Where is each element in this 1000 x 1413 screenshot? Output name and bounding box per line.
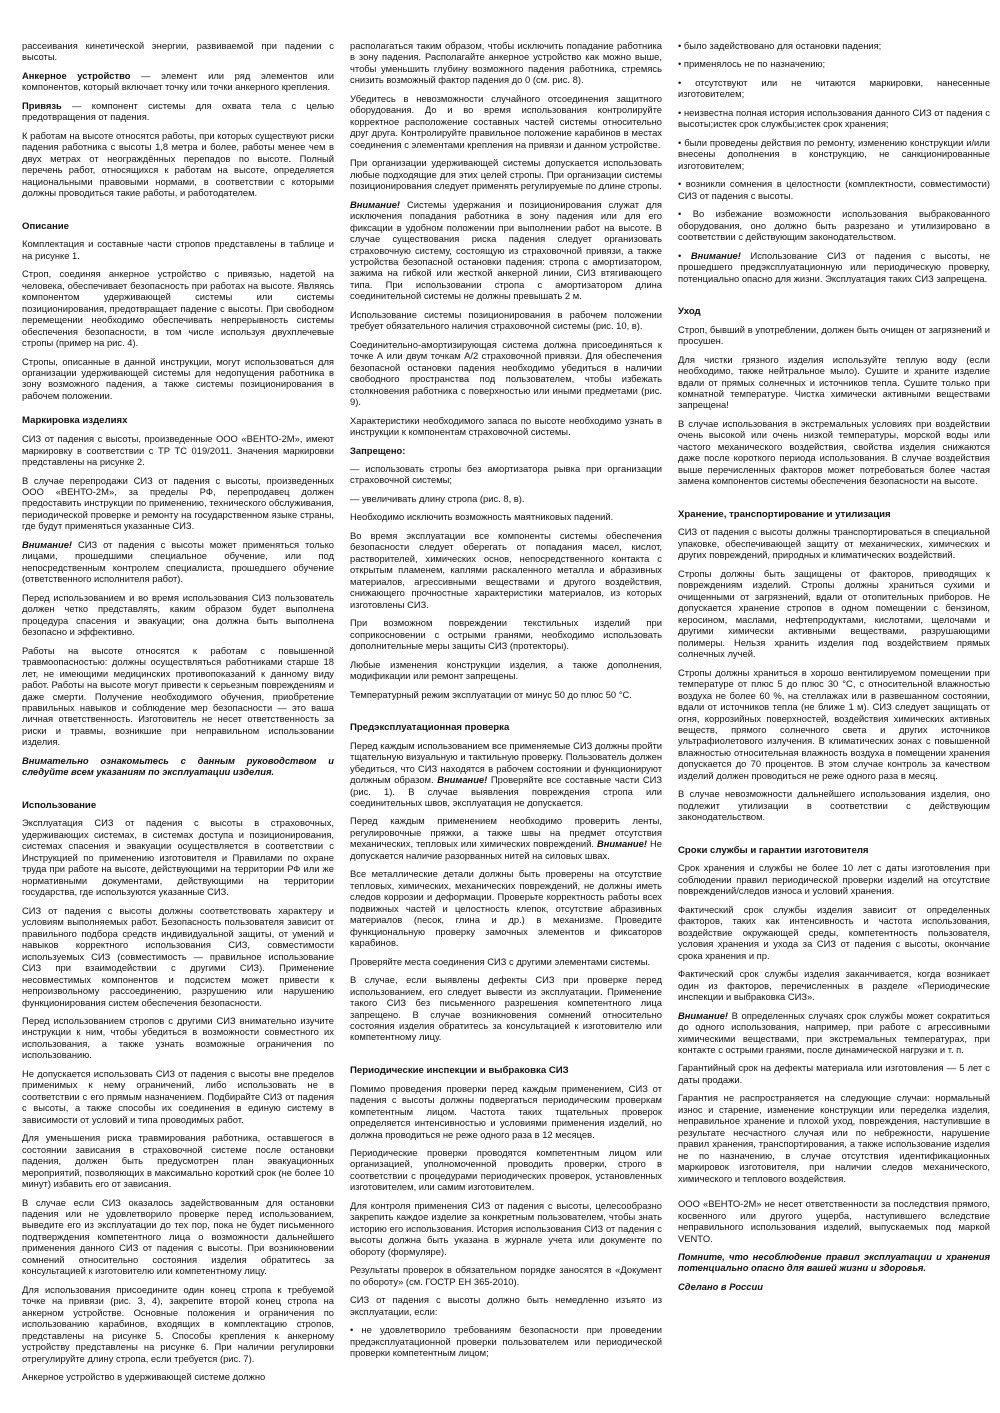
paragraph: Строп, соединяя анкерное устройство с привязью, надетой на человека, обеспечивает безопасность при работах на высоте. Являясь компонентом удерживающей системы или системы позиционирования, предотвращает падение с высоты. При свободном перемещении необходимо обеспечивать непрерывность системы обеспечения безопасности, в том числе используя двухплечевые стропы (пример на рис. 4).: [22, 268, 334, 349]
paragraph: Температурный режим эксплуатации от минус 50 до плюс 50 °С.: [350, 688, 632, 700]
warning-label: Внимание!: [350, 198, 401, 210]
paragraph: Характеристики необходимого запаса по высоте необходимо узнать в инструкции к компонентам страховочной системы.: [350, 414, 662, 438]
paragraph: К работам на высоте относятся работы, при которых существуют риски падения работника с высоты 1,8 метра и более, работы менее чем в двух метрах от неограждённых перепадов по высоте. Полный перечень работ, относящихся к работам на высоте, определяется национальными правовыми нормами, в соответствии с которыми должны проводиться такие работы, и работодателем.: [22, 129, 334, 199]
column-1: [22, 40, 334, 1403]
paragraph: СИЗ от падения с высоты должно быть немедленно изъято из эксплуатации, если:: [350, 1294, 662, 1317]
list-item: • были проведены действия по ремонту, изменению конструкции и/или внесены дополнения в конструкцию, не санкционированные изготовителем;: [678, 137, 990, 171]
paragraph: Результаты проверок в обязательном порядке заносятся в «Документ по обороту» (см. ГОСТР ЕН 365-2010).: [350, 1264, 662, 1287]
paragraph: Анкерное устройство в удерживающей системе должно: [22, 1371, 266, 1383]
paragraph-text: Перед каждым использованием все применяемые СИЗ должны пройти тщательную визуальную и тактильную проверку. Пользователь должен убедиться, что СИЗ находятся в рабочем состоянии и функционируют должным образом.: [350, 739, 662, 786]
list-item: • не удовлетворило требованиям безопасности при проведении предэксплуатационной проверки пользователем или периодической проверки компетентным лицом;: [350, 1324, 662, 1358]
paragraph: Для чистки грязного изделия используйте теплую воду (если необходимо, также нейтральное мыло). Сушите и храните изделие вдали от прямых солнечных и источников тепла. Сушите только при комнатной температуре. Чистка химически активными веществами запрещена!: [678, 353, 990, 411]
forbidden-title: Запрещено:: [350, 444, 406, 456]
paragraph: При организации удерживающей системы допускается использовать любые подходящие для этих целей стропы. При организации системы позиционирования следует применять регулируемые по длине стропы.: [350, 157, 662, 192]
forbidden-item: — увеличивать длину стропа (рис. 8, в).: [350, 492, 525, 504]
paragraph: В случае использования в экстремальных условиях при воздействии очень высокой или очень низкой температуры, морской воды или частого механического воздействия, свойства изделия снижаются даже после короткого периода использования. В случае воздействия выше перечисленных факторов может потребоваться более частая замена компонентов системы обеспечения безопасности на высоте.: [678, 417, 990, 487]
paragraph: Использование системы позиционирования в рабочем положении требует обязательного наличия страховочной системы (рис. 10, в).: [350, 308, 662, 332]
paragraph: В случае невозможности дальнейшего использования изделия, оно подлежит утилизации в соответствии с действующим законодательством.: [678, 788, 990, 823]
paragraph: Для уменьшения риска травмирования работника, оставшегося в состоянии зависания в страховочной системе после остановки падения, должен быть предусмотрен план эвакуационных мероприятий, позволяющих в максимально короткий срок (не более 10 минут) избавить его от зависания.: [22, 1132, 334, 1190]
paragraph: Любые изменения конструкции изделия, а также дополнения, модификации или ремонт запрещены.: [350, 658, 662, 682]
paragraph: Помимо проведения проверки перед каждым применением, СИЗ от падения с высоты должны подвергаться периодическим проверкам компетентным лицом. Частота таких тщательных проверок определяется интенсивностью и условиями применения изделий, но должна проводиться не реже одного раза в 12 месяцев.: [350, 1082, 662, 1140]
section-heading-care: Уход: [678, 305, 701, 317]
paragraph: Строп, бывший в употреблении, должен быть очищен от загрязнений и просушен.: [678, 323, 990, 347]
paragraph: Для использования присоедините один конец стропа к требуемой точке на привязи (рис. 3, 4), закрепите второй конец стропа на анкерном устройстве. Основные положения и ограничения по использованию карабинов, входящих в комплектацию стропов, представлены на рисунке 5. Способы крепления к анкерному устройству представлены на рисунке 6. При наличии регулировки отрегулируйте длину стропа, если требуется (рис. 7).: [22, 1283, 334, 1364]
warning-paragraph: [22, 539, 334, 585]
paragraph: Гарантия не распространяется на следующие случаи: нормальный износ и старение, изменение конструкции или переделка изделия, неправильное хранение и плохой уход, повреждения, наступившие в результате несчастного случая или по небрежности, нарушение правил хранения, транспортирования, а также использование изделия не по назначению, в случае отсутствия идентификационных маркировок изготовителя, при наличии следов механического, химического и теплового воздействия.: [678, 1092, 990, 1184]
paragraph: располагаться таким образом, чтобы исключить попадание работника в зону падения. Располагайте анкерное устройство как можно выше, чтобы уменьшить глубину возможного падения работника, стремясь снизить возможный фактор падения до 0 (см. рис. 8).: [350, 40, 662, 86]
read-carefully-note: Внимательно ознакомьтесь с данным руководством и следуйте всем указаниям по эксплуатации изделия.: [22, 754, 334, 778]
section-heading-precheck: Предэксплуатационная проверка: [350, 721, 510, 733]
list-item: • Во избежание возможности использования выбракованного оборудования, оно должно быть разрезано и утилизировано в соответствии с действующим законодательством.: [678, 208, 990, 242]
paragraph: В случае, если выявлены дефекты СИЗ при проверке перед использованием, его следует вывести из эксплуатации. Применение такого СИЗ без письменного разрешения компетентного лица запрещено. В случае возникновения сомнений относительно состояния изделия обратитесь за консультацией к изготовителю или компетентному лицу.: [350, 974, 662, 1043]
paragraph: Во время эксплуатации все компоненты системы обеспечения безопасности следует оберегать от попадания масел, кислот, растворителей, химических основ, непосредственного контакта с открытым пламенем, каплями раскаленного металла и абразивных материалов, агрессивными веществами и другого воздействия, снижающего прочностные характеристики материалов, из которых изготовлены СИЗ.: [350, 529, 662, 610]
paragraph: Фактический срок службы изделия зависит от определенных факторов, таких как интенсивность и частота использования, воздействие окружающей среды, компетентность пользователя, условия хранения и ухода за СИЗ от падения с высоты, окончание срока хранения и пр.: [678, 903, 990, 961]
column-3: [678, 40, 990, 1403]
paragraph: Стропы, описанные в данной инструкции, могут использоваться для организации удерживающей системы для недопущения работника в зону возможного падения, а также системы позиционирования в рабочем положении.: [22, 355, 334, 401]
list-item: • применялось не по назначению;: [678, 58, 990, 69]
paragraph-text: Перед каждым применением необходимо проверить ленты, регулировочные пряжки, а также швы на предмет отсутствия механических, тепловых или химических повреждений.: [350, 815, 662, 850]
section-heading-periodic: Периодические инспекции и выбраковка СИЗ: [350, 1064, 569, 1076]
paragraph: В случае если СИЗ оказалось задействованным для остановки падения или не удовлетворило проверке перед использованием, выведите его из эксплуатации до тех пор, пока не будет письменного подтверждения компетентного лица о возможности дальнейшего применения данного СИЗ от падения с высоты. При возникновении сомнений относительно состояния изделия обратитесь за консультацией к изготовителю или компетентному лицу.: [22, 1196, 334, 1277]
warning-text: СИЗ от падения с высоты может применяться только лицами, прошедшими специальное обучение, или под непосредственным контролем специалиста, прошедшего обучение (ответственного исполнителя работ).: [22, 538, 334, 585]
section-heading-warranty: Сроки службы и гарантии изготовителя: [678, 844, 869, 856]
paragraph: СИЗ от падения с высоты должны соответствовать характеру и условиям выполняемых работ. Безопасность пользователя зависит от правильного подбора средств индивидуальной защиты, от умений и навыков корректного использования СИЗ, совместимости используемых СИЗ (совместимость — правильное использование СИЗ при взаимодействии с другими СИЗ). Применение несовместимых компонентов и подсистем может привести к непроизвольному рассоединению, разрушению или нарушению функционирования систем обеспечения безопасности.: [22, 904, 334, 1008]
paragraph: Гарантийный срок на дефекты материала или изготовления — 5 лет с даты продажи.: [678, 1062, 990, 1085]
paragraph: Для контроля применения СИЗ от падения с высоты, целесообразно закрепить каждое изделие за конкретным пользователем, чтобы знать историю его использования. История использования СИЗ от падения с высоты должна быть указана в журнале учета или документе по обороту (формуляре).: [350, 1199, 662, 1257]
paragraph: СИЗ от падения с высоты, произведенные ООО «ВЕНТО-2М», имеют маркировку в соответствии с ТР ТС 019/2011. Значения маркировки представлены на рисунке 2.: [22, 433, 334, 468]
paragraph: Убедитесь в невозможности случайного отсоединения защитного оборудования. До и во время использования контролируйте корректное расположение составных частей системы относительно друг друга. Контролируйте правильное положение карабинов в местах соединения с элементами крепления на привязи и данном устройстве.: [350, 92, 662, 150]
paragraph: Необходимо исключить возможность маятниковых падений.: [350, 511, 614, 523]
paragraph-text: Не допускается наличие разорванных нитей на силовых швах.: [350, 838, 662, 861]
definition-text: — элемент или ряд элементов или компонентов, который включает точку или точки анкерного крепления.: [22, 69, 334, 93]
paragraph: Работы на высоте относятся к работам с повышенной травмоопасностью: должны осуществляться работниками старше 18 лет, не имеющими медицинских противопоказаний к данному виду работ. Работы на высоте могут привести к серьезным повреждениям и даже смерти. Получение необходимого обучения, приобретение правильных навыков и соблюдение мер безопасности — это ваша личная ответственность. Изготовитель не несет ответственность за риски и травмы, возникшие при неправильном использовании изделия.: [22, 644, 334, 748]
paragraph: СИЗ от падения с высоты должны транспортироваться в специальной упаковке, обеспечивающей защиту от механических, химических и других повреждений, природных и климатических воздействий.: [678, 526, 990, 561]
paragraph: Фактический срок службы изделия заканчивается, когда возникает один из факторов, перечисленных в разделе «Периодические инспекции и выбраковка СИЗ».: [678, 968, 990, 1003]
warning-text: Системы удержания и позиционирования служат для исключения попадания работника в зону падения или для его фиксации в удобном положении при выполнении работ на высоте. В случае существования риска падения следует организовать страховочную систему, состоящую из страховочной привязи, а также устройства безопасной остановки падения: стропа с амортизатором, зажима на гибкой или жесткой анкерной линии, СИЗ втягивающего типа. При использовании стропа с амортизатором длина соединительной системы не должны превышать 2 м.: [350, 198, 662, 302]
warning-paragraph: [678, 1010, 990, 1056]
paragraph: [350, 740, 662, 809]
warning-label: Внимание!: [437, 774, 488, 786]
paragraph: Эксплуатация СИЗ от падения с высоты в страховочных, удерживающих системах, в системах доступа и позиционирования, системах спасения и эвакуации осуществляется в соответствии с Инструкцией по применению изготовителя и Правилами по охране труда при работе на высоте, действующими на территории РФ или же нормативными документами, действующими на территории государства, где используются указанные СИЗ.: [22, 817, 334, 898]
paragraph: Соединительно-амортизирующая система должна присоединяться к точке А или двум точкам А/2 страховочной привязи. Для обеспечения безопасной остановки падения необходимо убедиться в наличии свободного пространства под пользователем, чтобы избежать столкновения работника с поверхностью или иными предметами (рис. 9).: [350, 338, 662, 408]
paragraph: рассеивания кинетической энергии, развиваемой при падении с высоты.: [22, 40, 334, 63]
paragraph: [350, 815, 662, 861]
paragraph: Проверяйте места соединения СИЗ с другими элементами системы.: [350, 955, 651, 967]
list-item: • отсутствуют или не читаются маркировки, нанесенные изготовителем;: [678, 77, 990, 100]
warning-label: Внимание!: [690, 249, 741, 261]
warning-label: Внимание!: [678, 1009, 729, 1021]
paragraph: В случае перепродажи СИЗ от падения с высоты, произведенных ООО «ВЕНТО-2М», за пределы РФ, перепродавец должен предоставить инструкции по применению, технического обслуживания, периодической проверке и ремонту на государственном языке страны, где будут применяться указанные СИЗ.: [22, 474, 334, 532]
warning-text: В определенных случаях срок службы может сократиться до одного использования, например, при работе с агрессивными химическими веществами, при экстремальных температурах, при контакте с острыми гранями, после динамической нагрузки и т. п.: [678, 1009, 990, 1055]
warning-label: Внимание!: [22, 538, 73, 550]
list-item-warning: [678, 250, 990, 284]
forbidden-item: — использовать стропы без амортизатора рывка при организации страховочной системы;: [350, 463, 662, 486]
column-2: [350, 40, 662, 1403]
made-in-label: Сделано в России: [678, 1280, 763, 1292]
section-heading-storage: Хранение, транспортирование и утилизация: [678, 508, 891, 520]
paragraph: ООО «ВЕНТО-2М» не несет ответственности за последствия прямого, косвенного или другого ущерба, наступившего вследствие неправильного использования изделий, выпускаемых под маркой VENTO.: [678, 1198, 990, 1244]
paragraph: При возможном повреждении текстильных изделий при соприкосновении с острыми гранями, необходимо использовать дополнительные меры защиты СИЗ (протекторы).: [350, 617, 662, 652]
paragraph: Комплектация и составные части стропов представлены в таблице и на рисунке 1.: [22, 238, 334, 261]
safety-reminder: Помните, что несоблюдение правил эксплуатации и хранения потенциально опасно для вашей жизни и здоровья.: [678, 1251, 990, 1274]
term: Анкерное устройство: [22, 69, 131, 81]
list-item: • неизвестна полная история использования данного СИЗ от падения с высоты;истек срок службы;истек срок хранения;: [678, 107, 990, 130]
list-item: • возникли сомнения в целостности (комплектности, совместимости) СИЗ от падения с высоты.: [678, 178, 990, 201]
definition-tie: [22, 100, 334, 123]
definition-text: — компонент системы для охвата тела с целью предотвращения от падения.: [22, 99, 334, 123]
paragraph: Перед использованием стропов с другими СИЗ внимательно изучите инструкции к ним, чтобы убедиться в возможности совместного их использования, а также узнать возможные ограничения по использованию.: [22, 1014, 334, 1061]
paragraph-text: Проверяйте все составные части СИЗ (рис. 1). В случае выявления повреждения стропа или соединительных швов, эксплуатация не допускается.: [350, 774, 662, 809]
section-heading-usage: Использование: [22, 799, 97, 811]
paragraph: Периодические проверки проводятся компетентным лицом или организацией, уполномоченной проводить проверки, строго в соответствии с процедурами периодических проверок, установленных изготовителем, или самим изготовителем.: [350, 1146, 662, 1193]
paragraph: Стропы должны быть защищены от факторов, приводящих к повреждениям изделий. Стропы должны храниться сухими и очищенными от загрязнений, вдали от отопительных приборов. Не допускается хранение стропов в одном помещении с бензином, керосином, маслами, нефтепродуктами, кислотами, щелочами и другими химически активными веществами, разрушающими полимеры. Нельзя хранить изделия под воздействием прямых солнечных лучей.: [678, 567, 990, 660]
warning-text: Использование СИЗ от падения с высоты, не прошедшего предэксплуатационную или периодическую проверку, потенциально опасно для жизни. Эксплуатация таких СИЗ запрещена.: [678, 249, 990, 284]
warning-label: Внимание!: [596, 838, 647, 850]
list-item: • было задействовано для остановки падения;: [678, 40, 990, 51]
section-heading-description: Описание: [22, 220, 69, 232]
definition-anchor: [22, 70, 334, 93]
paragraph: Срок хранения и службы не более 10 лет с даты изготовления при соблюдении правил периодической проверки изделий на отсутствие повреждений/следов износа и условий хранения.: [678, 862, 990, 897]
paragraph: Все металлические детали должны быть проверены на отсутствие тепловых, химических, механических повреждений, не должны иметь следов коррозии и деформации. Проверьте корректность работы всех подвижных частей и целостность клепок, отсутствие абразивных материалов (песок, глина и др.) в механизме. Проведите функциональную проверку замочных элементов и фиксаторов карабинов.: [350, 868, 662, 949]
paragraph: Стропы должны храниться в хорошо вентилируемом помещении при температуре от плюс 5 до плюс 30 °С, с относительной влажностью воздуха не более 60 %, на стеллажах или в развешанном состоянии, вдали от источников тепла (не ближе 1 м). СИЗ следует защищать от огня, коррозийных поверхностей, воздействия химических активных веществ, прямого солнечного света и других источников ультрафиолетового излучения. В климатических зонах с повышенной влажностью относительная влажность воздуха в помещении хранения допускается до 70 процентов. В этом случае контроль за качеством изделий должен проводиться не реже одного раза в месяц.: [678, 666, 990, 781]
paragraph: Перед использованием и во время использования СИЗ пользователь должен четко представлять, каким образом будет выполнена процедура спасения и эвакуации; она должна быть выполнена безопасно и эффективно.: [22, 591, 334, 638]
term: Привязь: [22, 99, 62, 111]
paragraph: Не допускается использовать СИЗ от падения с высоты вне пределов применимых к нему ограничений, либо использовать не в соответствии с его прямым назначением. Подбирайте СИЗ от падения с высоты, а также способы их соединения в единую систему в зависимости от условий и типа проводимых работ.: [22, 1067, 334, 1125]
warning-paragraph: [350, 199, 662, 302]
section-heading-marking: Маркировка изделиях: [22, 415, 128, 427]
